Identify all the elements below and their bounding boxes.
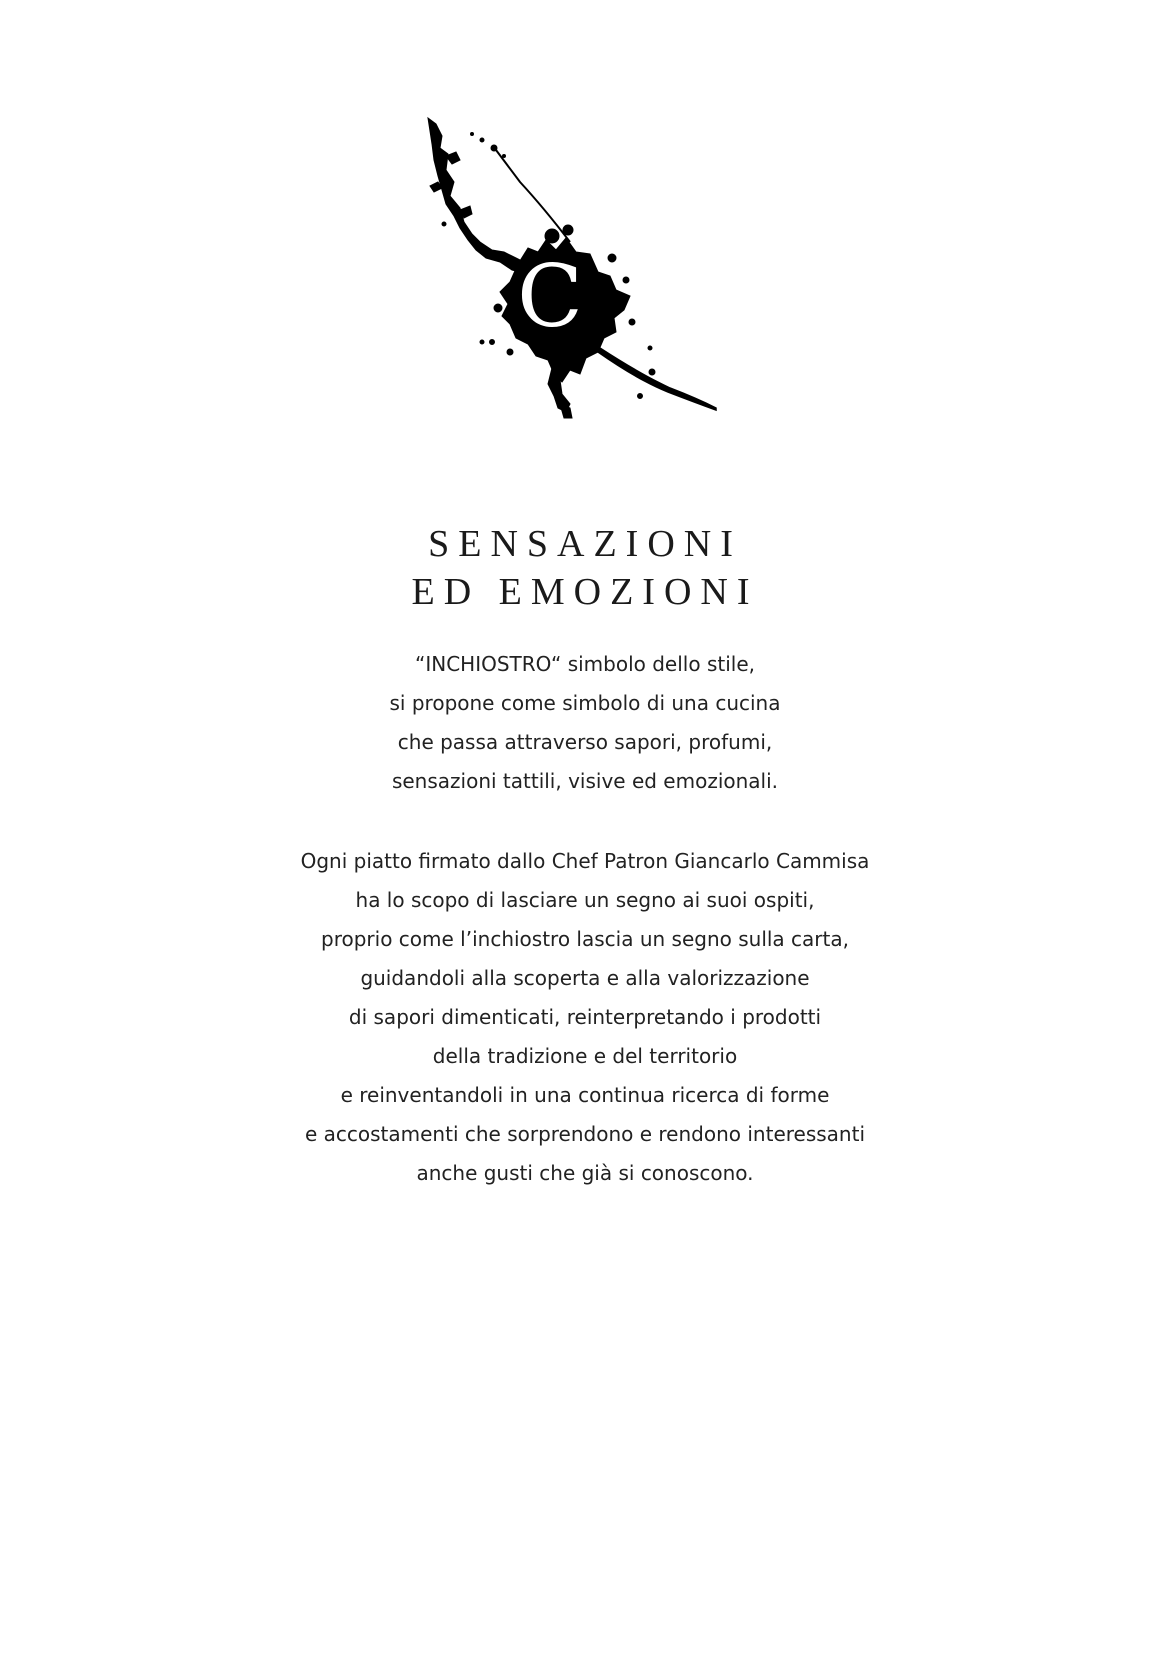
paragraph-line: e accostamenti che sorprendono e rendono interessanti xyxy=(304,1122,866,1146)
title-line-2: ED EMOZIONI xyxy=(411,571,759,613)
paragraph-line: si propone come simbolo di una cucina xyxy=(389,691,781,715)
paragraph-line: della tradizione e del territorio xyxy=(432,1044,738,1068)
title-line-1: SENSAZIONI xyxy=(428,523,742,565)
ink-splash-icon xyxy=(420,112,750,432)
page-title xyxy=(0,520,1170,616)
paragraph-line: anche gusti che già si conoscono. xyxy=(416,1161,754,1185)
paragraph-line: “INCHIOSTRO“ simbolo dello stile, xyxy=(415,652,755,676)
ink-splash-logo xyxy=(420,112,750,432)
paragraph-line: sensazioni tattili, visive ed emozionali. xyxy=(391,769,779,793)
paragraph-line: e reinventandoli in una continua ricerca di forme xyxy=(340,1083,830,1107)
logo-letter: C xyxy=(517,247,583,347)
paragraph-line: ha lo scopo di lasciare un segno ai suoi ospiti, xyxy=(355,888,815,912)
paragraph-line: Ogni piatto firmato dallo Chef Patron Giancarlo Cammisa xyxy=(300,849,870,873)
paragraph-line: proprio come l’inchiostro lascia un segno sulla carta, xyxy=(321,927,849,951)
chef-paragraph xyxy=(0,842,1170,1193)
paragraph-line: di sapori dimenticati, reinterpretando i prodotti xyxy=(348,1005,822,1029)
paragraph-line: che passa attraverso sapori, profumi, xyxy=(397,730,773,754)
paragraph-line: guidandoli alla scoperta e alla valorizzazione xyxy=(360,966,810,990)
intro-paragraph xyxy=(0,645,1170,801)
